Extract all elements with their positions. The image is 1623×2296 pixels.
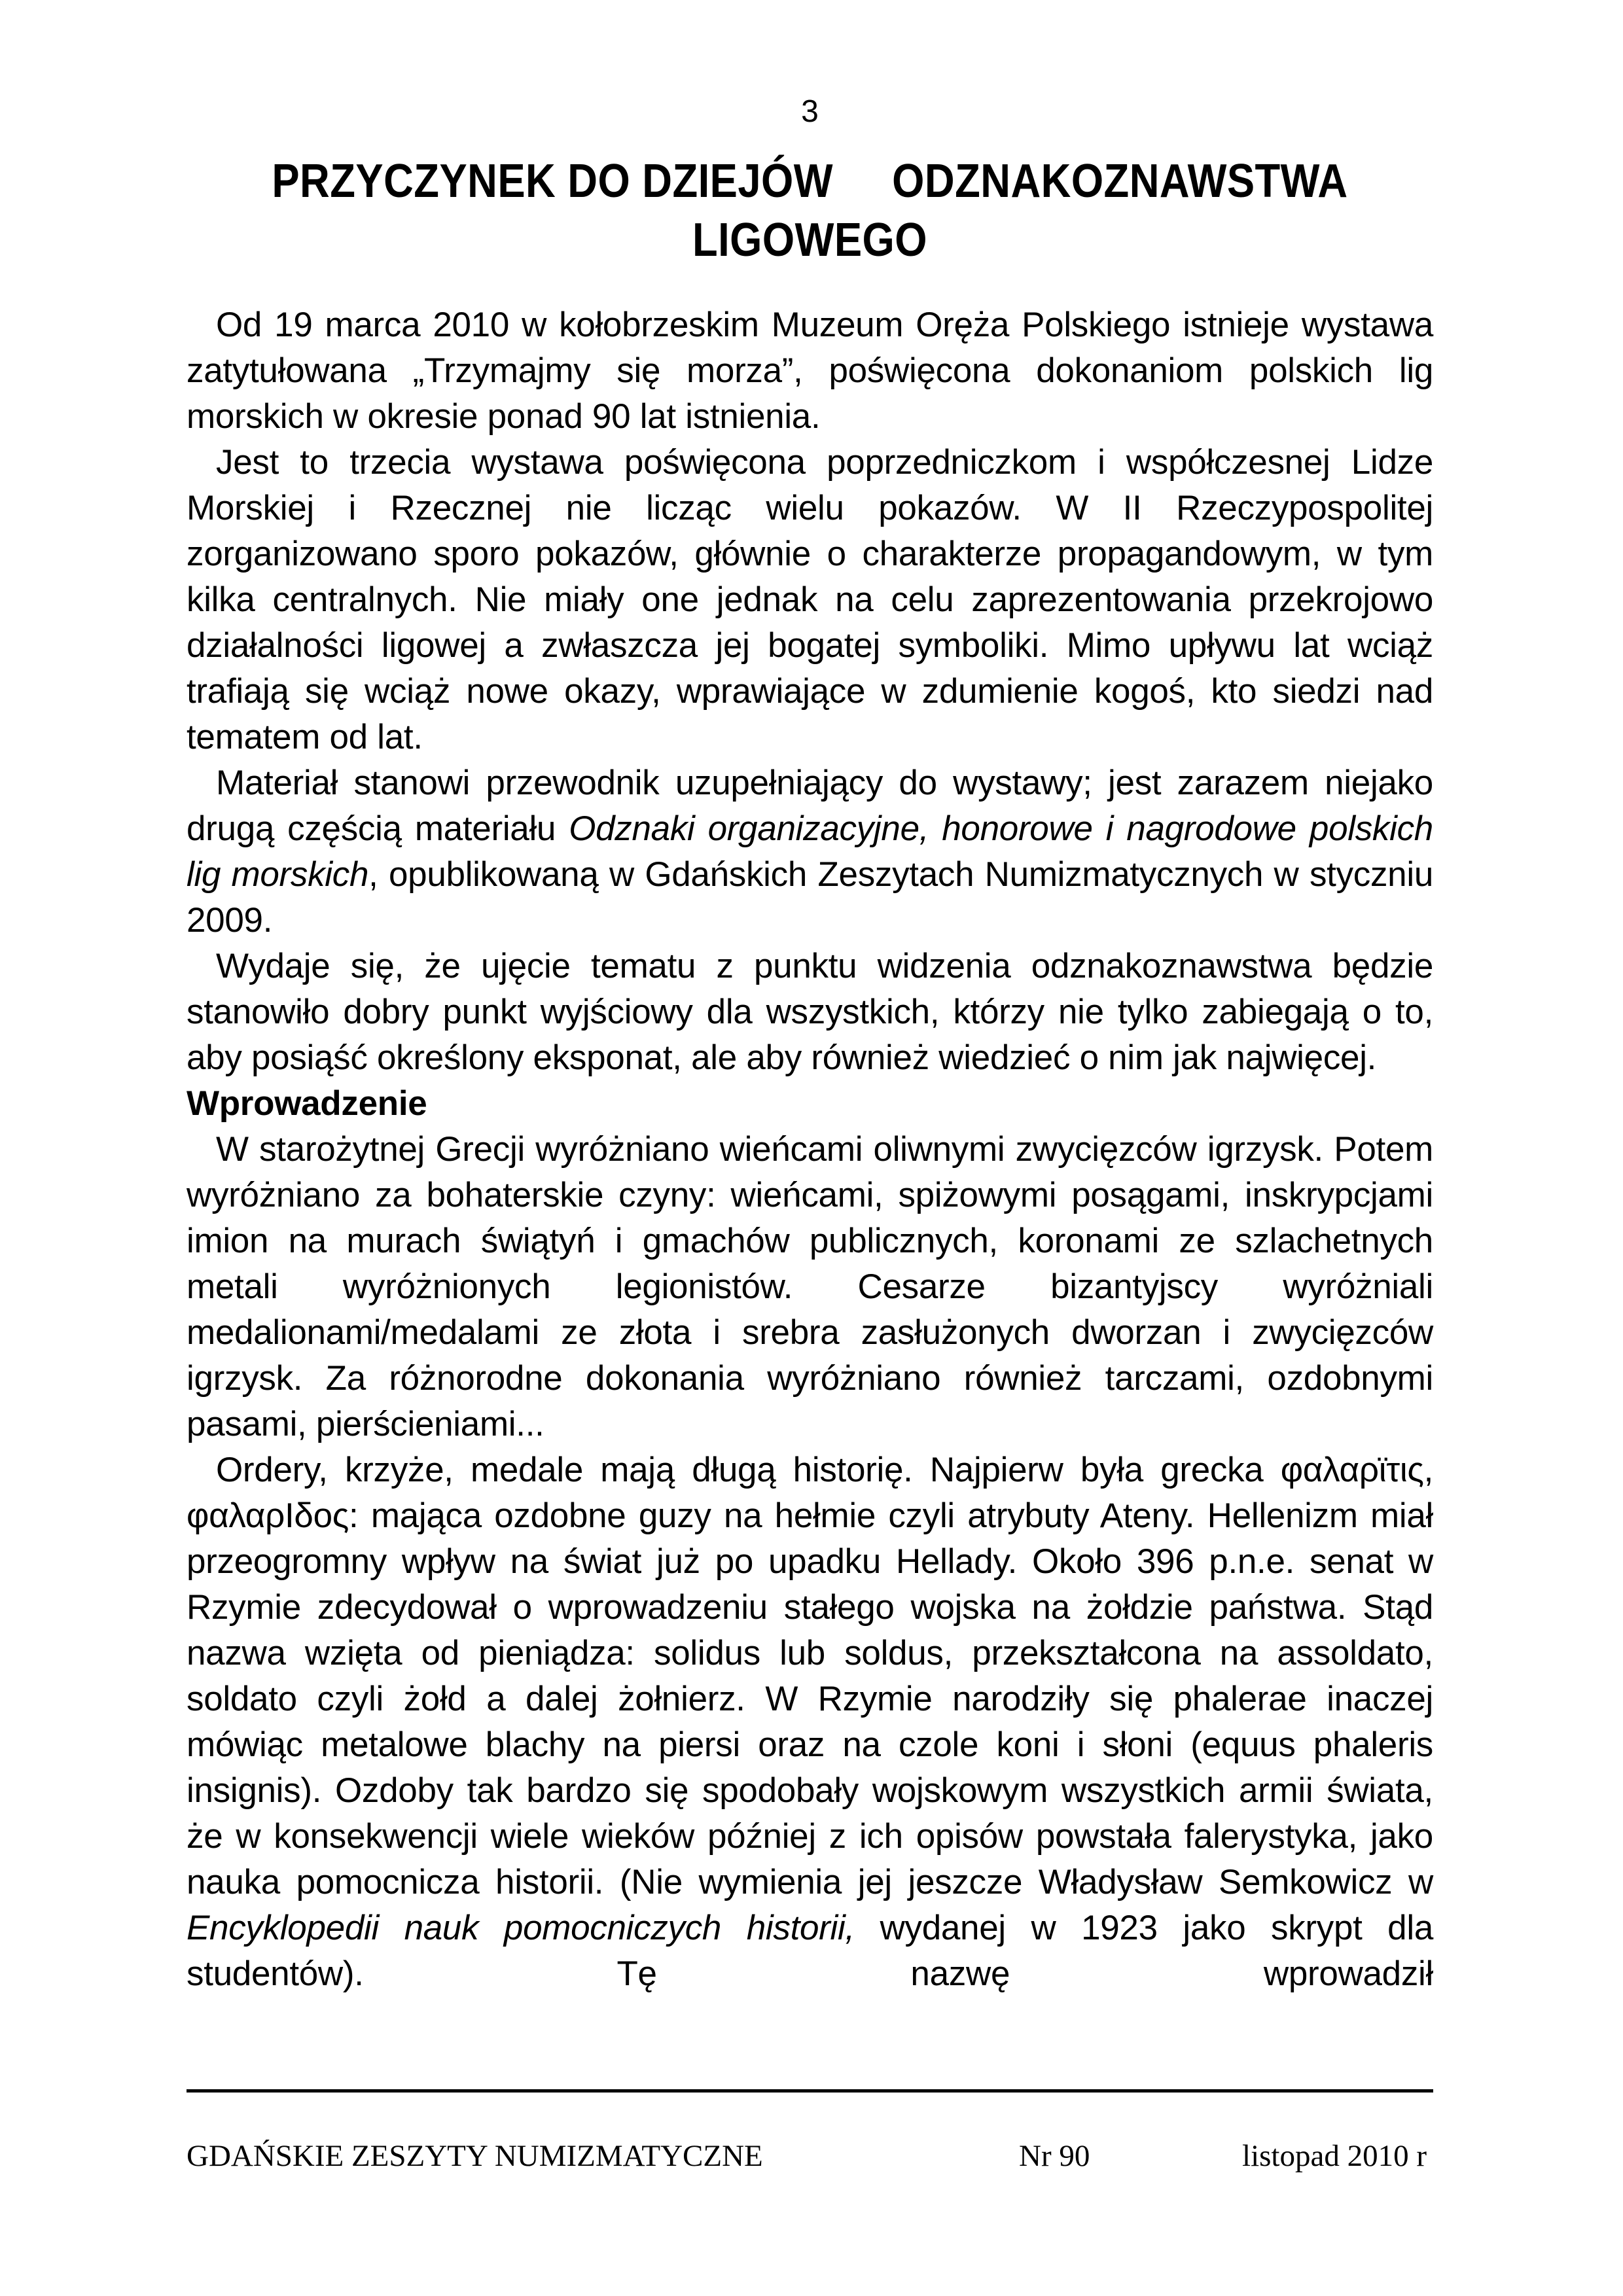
footer-divider <box>187 2089 1433 2093</box>
text-run: Materiał stanowi przewodnik uzupełniający do wystawy; jest zarazem niejako drugą częścią materiału <box>187 764 1433 848</box>
text-run: Od 19 marca 2010 w kołobrzeskim Muzeum Oręża Polskiego istnieje wystawa zatytułowana „Trzymajmy się morza”, poświęcona dokonaniom polskich lig morskich w okresie ponad 90 lat istnienia. <box>187 306 1433 436</box>
page-number: 3 <box>801 94 819 129</box>
text-run: , opublikowaną w Gdańskich Zeszytach Numizmatycznych w styczniu 2009. <box>187 855 1433 940</box>
footer <box>187 2134 1433 2187</box>
paragraph <box>187 1127 1433 1447</box>
text-run: Wprowadzenie <box>187 1084 427 1123</box>
text-run: Jest to trzecia wystawa poświęcona poprzedniczkom i współczesnej Lidze Morskiej i Rzecznej nie licząc wielu pokazów. W II Rzeczypospolitej zorganizowano sporo pokazów, głównie o charakterze propagandowym, w tym kilka centralnych. Nie miały one jednak na celu zaprezentowania przekrojowo działalności ligowej a zwłaszcza jej bogatej symboliki. Mimo upływu lat wciąż trafiają się wciąż nowe okazy, wprawiające w zdumienie kogoś, kto siedzi nad tematem od lat. <box>187 443 1433 756</box>
text-run: wydanej w 1923 jako skrypt dla studentów). Tę nazwę wprowadził <box>187 1909 1433 1993</box>
text-run: Ordery, krzyże, medale mają długą historię. Najpierw była grecka φαλαρϊτις, φαλαρΙδος: mająca ozdobne guzy na hełmie czyli atrybuty Ateny. Hellenizm miał przeogromny wpływ na świat już po upadku Hellady. Około 396 p.n.e. senat w Rzymie zdecydował o wprowadzeniu stałego wojska na żołdzie państwa. Stąd nazwa wzięta od pieniądza: solidus lub soldus, przekształcona na assoldato, soldato czyli żołd a dalej żołnierz. W Rzymie narodziły się phalerae inaczej mówiąc metalowe blachy na piersi oraz na czole koni i słoni (equus phaleris insignis). Ozdoby tak bardzo się spodobały wojskowym wszystkich armii świata, że w konsekwencji wiele wieków później z ich opisów powstała falerystyka, jako nauka pomocnicza historii. (Nie wymienia jej jeszcze Władysław Semkowicz w <box>187 1451 1433 1901</box>
paragraph <box>187 440 1433 760</box>
paragraph <box>187 302 1433 440</box>
paragraph <box>187 1447 1433 1997</box>
text-run: Wydaje się, że ujęcie tematu z punktu widzenia odznakoznawstwa będzie stanowiło dobry punkt wyjściowy dla wszystkich, którzy nie tylko zabiegają o to, aby posiąść określony eksponat, ale aby również wiedzieć o nim jak najwięcej. <box>187 947 1433 1077</box>
text-run: W starożytnej Grecji wyróżniano wieńcami oliwnymi zwycięzców igrzysk. Potem wyróżniano za bohaterskie czyny: wieńcami, spiżowymi posągami, inskrypcjami imion na murach świątyń i gmachów publicznych, koronami ze szlachetnych metali wyróżnionych legionistów. Cesarze bizantyjscy wyróżniali medalionami/medalami ze złota i srebra zasłużonych dworzan i zwycięzców igrzysk. Za różnorodne dokonania wyróżniano również tarczami, ozdobnymi pasami, pierścieniami... <box>187 1130 1433 1443</box>
article-title <box>261 152 1358 270</box>
section-heading <box>187 1081 1433 1127</box>
italic-text-run: Odznaki organizacyjne, honorowe i nagrodowe polskich lig morskich <box>187 809 1433 894</box>
footer-issue-number: Nr 90 <box>1019 2139 1090 2173</box>
article-body <box>187 302 1433 1997</box>
paragraph <box>187 760 1433 944</box>
paragraph <box>187 944 1433 1081</box>
footer-date: listopad 2010 r <box>1242 2139 1427 2173</box>
italic-text-run: Encyklopedii nauk pomocniczych historii, <box>187 1909 855 1947</box>
article-title-line2: LIGOWEGO <box>692 214 928 266</box>
article-title-line1: PRZYCZYNEK DO DZIEJÓW ODZNAKOZNAWSTWA <box>272 155 1348 207</box>
footer-journal-title: GDAŃSKIE ZESZYTY NUMIZMATYCZNE <box>187 2139 763 2173</box>
